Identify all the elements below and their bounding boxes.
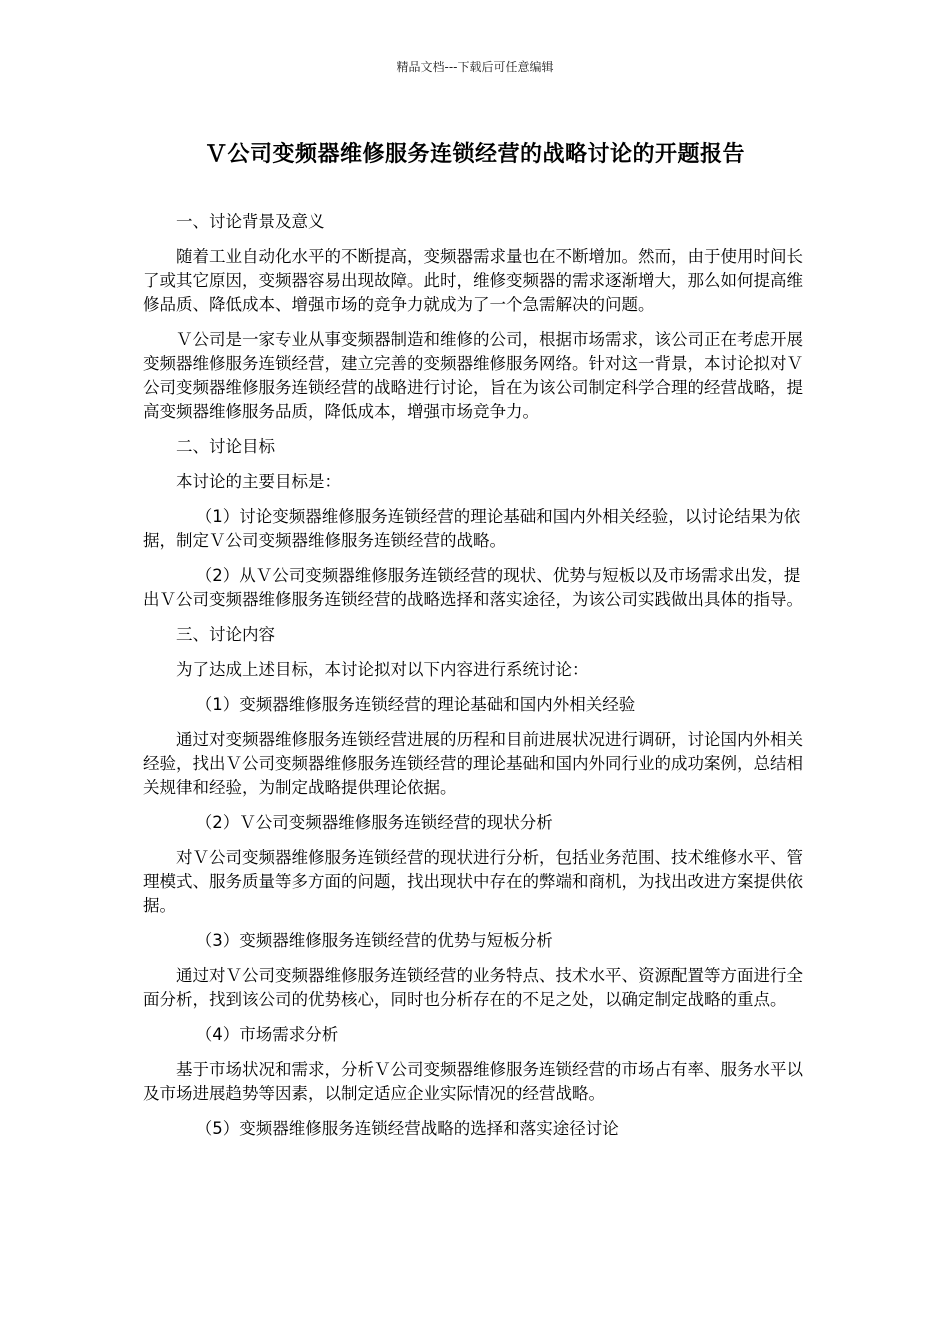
section-heading: 一、讨论背景及意义 bbox=[176, 212, 325, 231]
body-paragraph: 对Ｖ公司变频器维修服务连锁经营的现状进行分析，包括业务范围、技术维修水平、管理模式、服务质量等多方面的问题，找出现状中存在的弊端和商机，为找出改进方案提供依据。 bbox=[143, 848, 803, 915]
subsection-heading: （1）变频器维修服务连锁经营的理论基础和国内外相关经验 bbox=[195, 695, 636, 714]
list-item: （2）从Ｖ公司变频器维修服务连锁经营的现状、优势与短板以及市场需求出发，提出Ｖ公司变频器维修服务连锁经营的战略选择和落实途径，为该公司实践做出具体的指导。 bbox=[143, 566, 803, 609]
body-paragraph: 本讨论的主要目标是： bbox=[176, 472, 341, 491]
body-paragraph: Ｖ公司是一家专业从事变频器制造和维修的公司，根据市场需求，该公司正在考虑开展变频器维修服务连锁经营，建立完善的变频器维修服务网络。针对这一背景，本讨论拟对Ｖ公司变频器维修服务连锁经营的战略进行讨论，旨在为该公司制定科学合理的经营战略，提高变频器维修服务品质，降低成本，增强市场竞争力。 bbox=[143, 330, 803, 421]
document-title: Ｖ公司变频器维修服务连锁经营的战略讨论的开题报告 bbox=[204, 142, 745, 167]
body-paragraph: 基于市场状况和需求，分析Ｖ公司变频器维修服务连锁经营的市场占有率、服务水平以及市场进展趋势等因素，以制定适应企业实际情况的经营战略。 bbox=[143, 1060, 803, 1103]
section-heading: 三、讨论内容 bbox=[176, 625, 275, 644]
subsection-heading: （4）市场需求分析 bbox=[195, 1025, 339, 1044]
section-heading: 二、讨论目标 bbox=[176, 437, 275, 456]
body-paragraph: 随着工业自动化水平的不断提高，变频器需求量也在不断增加。然而，由于使用时间长了或其它原因，变频器容易出现故障。此时，维修变频器的需求逐渐增大，那么如何提高维修品质、降低成本、增强市场的竞争力就成为了一个急需解决的问题。 bbox=[143, 247, 803, 314]
body-paragraph: 通过对变频器维修服务连锁经营进展的历程和目前进展状况进行调研，讨论国内外相关经验，找出Ｖ公司变频器维修服务连锁经营的理论基础和国内外同行业的成功案例，总结相关规律和经验，为制定战略提供理论依据。 bbox=[143, 730, 803, 797]
body-paragraph: 为了达成上述目标，本讨论拟对以下内容进行系统讨论： bbox=[176, 660, 589, 679]
list-item: （1）讨论变频器维修服务连锁经营的理论基础和国内外相关经验，以讨论结果为依据，制定Ｖ公司变频器维修服务连锁经营的战略。 bbox=[143, 507, 801, 550]
page-header-watermark: 精品文档---下载后可任意编辑 bbox=[396, 60, 554, 74]
subsection-heading: （2）Ｖ公司变频器维修服务连锁经营的现状分析 bbox=[195, 813, 553, 832]
document-body bbox=[143, 210, 808, 1152]
subsection-heading: （3）变频器维修服务连锁经营的优势与短板分析 bbox=[195, 931, 553, 950]
body-paragraph: 通过对Ｖ公司变频器维修服务连锁经营的业务特点、技术水平、资源配置等方面进行全面分析，找到该公司的优势核心，同时也分析存在的不足之处，以确定制定战略的重点。 bbox=[143, 966, 803, 1009]
subsection-heading: （5）变频器维修服务连锁经营战略的选择和落实途径讨论 bbox=[195, 1119, 619, 1138]
